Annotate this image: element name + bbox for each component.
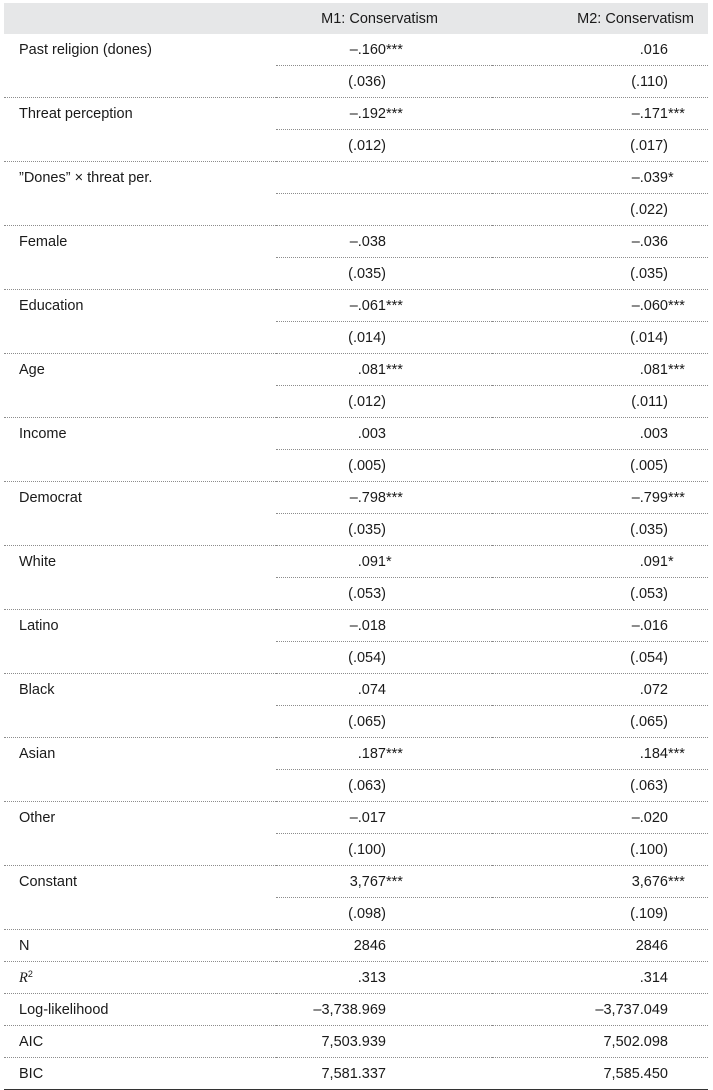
se-value: (.063) <box>630 777 668 794</box>
se-value: (.005) <box>630 457 668 474</box>
stat-value: 2846 <box>635 937 668 954</box>
variable-label: Age <box>19 361 45 378</box>
table-row <box>4 546 708 578</box>
coef-cell-m1 <box>276 98 492 130</box>
se-cell-m1 <box>276 130 492 162</box>
stat-cell-m2 <box>492 994 708 1026</box>
coef-value: .081 <box>357 361 386 378</box>
coef-value: –.038 <box>349 233 386 250</box>
table-row <box>4 610 708 642</box>
table-row <box>4 642 708 674</box>
coef-value: .003 <box>357 425 386 442</box>
header-m2: M2: Conservatism <box>577 10 694 27</box>
se-cell-m2 <box>492 706 708 738</box>
empty-cell <box>4 834 276 866</box>
se-cell-m2 <box>492 834 708 866</box>
se-value: (.035) <box>630 521 668 538</box>
significance-stars: *** <box>386 105 403 122</box>
stat-value: –3,737.049 <box>595 1001 668 1018</box>
coef-value: –.018 <box>349 617 386 634</box>
variable-label: Constant <box>19 873 78 890</box>
stat-label <box>4 994 276 1026</box>
table-row <box>4 290 708 322</box>
coef-cell-m2 <box>492 482 708 514</box>
empty-cell <box>4 194 276 226</box>
significance-stars: *** <box>668 361 685 378</box>
se-cell-m1 <box>276 770 492 802</box>
significance-stars: *** <box>668 873 685 890</box>
coef-cell-m1 <box>276 290 492 322</box>
significance-stars: *** <box>386 361 403 378</box>
coef-cell-m2 <box>492 546 708 578</box>
stat-cell-m2 <box>492 962 708 994</box>
empty-cell <box>4 898 276 930</box>
coef-cell-m1 <box>276 34 492 66</box>
se-cell-m1 <box>276 322 492 354</box>
table-row <box>4 482 708 514</box>
coef-cell-m2 <box>492 418 708 450</box>
se-value: (.035) <box>630 265 668 282</box>
coef-cell-m1 <box>276 162 492 194</box>
stat-value: 7,581.337 <box>321 1065 386 1082</box>
table-row <box>4 706 708 738</box>
coef-value: –.798 <box>349 489 386 506</box>
se-value: (.065) <box>630 713 668 730</box>
se-cell-m2 <box>492 578 708 610</box>
se-cell-m2 <box>492 386 708 418</box>
stat-row <box>4 994 708 1026</box>
coef-cell-m2 <box>492 34 708 66</box>
empty-cell <box>4 578 276 610</box>
table-row <box>4 578 708 610</box>
coef-cell-m2 <box>492 226 708 258</box>
se-cell-m1 <box>276 898 492 930</box>
stat-label <box>4 1058 276 1090</box>
coef-value: –.020 <box>631 809 668 826</box>
stat-cell-m1 <box>276 962 492 994</box>
stat-cell-m1 <box>276 930 492 962</box>
se-value: (.054) <box>348 649 386 666</box>
coef-cell-m1 <box>276 802 492 834</box>
coef-value: –.017 <box>349 809 386 826</box>
coef-value: .074 <box>357 681 386 698</box>
significance-stars: * <box>386 553 392 570</box>
stat-cell-m1 <box>276 994 492 1026</box>
stat-row <box>4 962 708 994</box>
stat-cell-m2 <box>492 1058 708 1090</box>
se-cell-m1 <box>276 834 492 866</box>
coef-value: .072 <box>639 681 668 698</box>
se-cell-m2 <box>492 642 708 674</box>
se-value: (.012) <box>348 393 386 410</box>
variable-label: Latino <box>19 617 59 634</box>
se-value: (.053) <box>630 585 668 602</box>
empty-cell <box>4 386 276 418</box>
stat-label <box>4 962 276 994</box>
se-cell-m2 <box>492 770 708 802</box>
coef-cell-m2 <box>492 674 708 706</box>
coef-cell-m2 <box>492 354 708 386</box>
se-cell-m1 <box>276 66 492 98</box>
se-cell-m2 <box>492 898 708 930</box>
significance-stars: *** <box>386 41 403 58</box>
se-value: (.036) <box>348 73 386 90</box>
se-value: (.014) <box>348 329 386 346</box>
stat-row <box>4 1026 708 1058</box>
coef-value: –.160 <box>349 41 386 58</box>
variable-label: Female <box>19 233 68 250</box>
significance-stars: * <box>668 553 674 570</box>
coef-value: .091 <box>357 553 386 570</box>
empty-cell <box>4 130 276 162</box>
coef-cell-m2 <box>492 738 708 770</box>
empty-cell <box>4 514 276 546</box>
empty-cell <box>4 770 276 802</box>
stat-label-text: BIC <box>19 1065 44 1082</box>
se-cell-m1 <box>276 642 492 674</box>
coef-value: –.192 <box>349 105 386 122</box>
se-cell-m2 <box>492 450 708 482</box>
se-value: (.035) <box>348 521 386 538</box>
coef-value: –.016 <box>631 617 668 634</box>
coef-cell-m1 <box>276 226 492 258</box>
table-row <box>4 674 708 706</box>
variable-label: Other <box>19 809 56 826</box>
stat-label <box>4 1026 276 1058</box>
regression-table <box>4 3 708 1090</box>
coef-value: 3,676 <box>631 873 668 890</box>
coef-cell-m2 <box>492 610 708 642</box>
se-cell-m2 <box>492 514 708 546</box>
coef-cell-m2 <box>492 290 708 322</box>
se-cell-m1 <box>276 194 492 226</box>
table-row <box>4 386 708 418</box>
coef-cell-m1 <box>276 418 492 450</box>
coef-cell-m1 <box>276 866 492 898</box>
empty-cell <box>4 66 276 98</box>
table-row <box>4 866 708 898</box>
se-value: (.065) <box>348 713 386 730</box>
variable-label: White <box>19 553 57 570</box>
empty-cell <box>4 322 276 354</box>
table-row <box>4 770 708 802</box>
se-value: (.109) <box>630 905 668 922</box>
significance-stars: *** <box>668 105 685 122</box>
coef-cell-m2 <box>492 162 708 194</box>
se-value: (.011) <box>631 393 668 410</box>
table-row <box>4 322 708 354</box>
table-row <box>4 66 708 98</box>
table-header <box>4 3 708 34</box>
stat-label-text: R <box>19 969 28 986</box>
se-cell-m1 <box>276 386 492 418</box>
stat-value: 7,585.450 <box>603 1065 668 1082</box>
table-row <box>4 802 708 834</box>
se-value: (.022) <box>630 201 668 218</box>
coef-cell-m2 <box>492 802 708 834</box>
se-cell-m1 <box>276 514 492 546</box>
se-cell-m2 <box>492 194 708 226</box>
stat-label-text: N <box>19 937 30 954</box>
se-cell-m1 <box>276 450 492 482</box>
significance-stars: *** <box>386 489 403 506</box>
table-row <box>4 130 708 162</box>
coef-cell-m1 <box>276 674 492 706</box>
coef-value: –.039 <box>631 169 668 186</box>
coef-value: –.171 <box>631 105 668 122</box>
coef-value: –.061 <box>349 297 386 314</box>
variable-label: Threat perception <box>19 105 133 122</box>
se-cell-m2 <box>492 66 708 98</box>
stat-value: .314 <box>639 969 668 986</box>
variable-label: Democrat <box>19 489 82 506</box>
stat-cell-m2 <box>492 1026 708 1058</box>
table-row <box>4 34 708 66</box>
table-row <box>4 450 708 482</box>
se-value: (.053) <box>348 585 386 602</box>
se-cell-m1 <box>276 258 492 290</box>
coef-value: .016 <box>639 41 668 58</box>
stat-row <box>4 1058 708 1090</box>
se-cell-m1 <box>276 706 492 738</box>
table-row <box>4 514 708 546</box>
se-value: (.110) <box>631 73 668 90</box>
stat-cell-m1 <box>276 1026 492 1058</box>
se-cell-m1 <box>276 578 492 610</box>
se-cell-m2 <box>492 258 708 290</box>
empty-cell <box>4 706 276 738</box>
coef-cell-m2 <box>492 98 708 130</box>
se-cell-m2 <box>492 130 708 162</box>
significance-stars: *** <box>386 873 403 890</box>
coef-cell-m1 <box>276 610 492 642</box>
variable-label: Income <box>19 425 67 442</box>
variable-label: Asian <box>19 745 56 762</box>
coef-value: .184 <box>639 745 668 762</box>
variable-label: ”Dones” × threat per. <box>19 169 153 186</box>
coef-cell-m2 <box>492 866 708 898</box>
stat-cell-m2 <box>492 930 708 962</box>
stat-label <box>4 930 276 962</box>
stat-value: 7,503.939 <box>321 1033 386 1050</box>
stat-value: 7,502.098 <box>603 1033 668 1050</box>
empty-cell <box>4 258 276 290</box>
empty-cell <box>4 642 276 674</box>
se-value: (.017) <box>630 137 668 154</box>
table-row <box>4 418 708 450</box>
coef-cell-m1 <box>276 738 492 770</box>
se-value: (.054) <box>630 649 668 666</box>
table-row <box>4 226 708 258</box>
significance-stars: *** <box>668 489 685 506</box>
se-value: (.014) <box>630 329 668 346</box>
variable-label: Black <box>19 681 55 698</box>
se-value: (.035) <box>348 265 386 282</box>
table-row <box>4 898 708 930</box>
significance-stars: *** <box>386 745 403 762</box>
stat-row <box>4 930 708 962</box>
coef-value: 3,767 <box>349 873 386 890</box>
table-row <box>4 354 708 386</box>
table-row <box>4 194 708 226</box>
coef-value: –.060 <box>631 297 668 314</box>
significance-stars: *** <box>668 745 685 762</box>
se-value: (.100) <box>348 841 386 858</box>
stat-value: 2846 <box>353 937 386 954</box>
coef-cell-m1 <box>276 482 492 514</box>
table-row <box>4 738 708 770</box>
stat-label-text: AIC <box>19 1033 44 1050</box>
stat-value: .313 <box>357 969 386 986</box>
coef-value: –.036 <box>631 233 668 250</box>
variable-label: Past religion (dones) <box>19 41 152 58</box>
coef-value: –.799 <box>631 489 668 506</box>
significance-stars: *** <box>668 297 685 314</box>
se-value: (.063) <box>348 777 386 794</box>
significance-stars: * <box>668 169 674 186</box>
table-body <box>4 34 708 1090</box>
stat-label-text: Log-likelihood <box>19 1001 109 1018</box>
header-label <box>4 3 276 34</box>
coef-cell-m1 <box>276 546 492 578</box>
coef-value: .091 <box>639 553 668 570</box>
stat-value: –3,738.969 <box>313 1001 386 1018</box>
se-value: (.005) <box>348 457 386 474</box>
coef-cell-m1 <box>276 354 492 386</box>
se-value: (.098) <box>348 905 386 922</box>
coef-value: .003 <box>639 425 668 442</box>
coef-value: .081 <box>639 361 668 378</box>
header-m1: M1: Conservatism <box>321 10 438 27</box>
se-value: (.012) <box>348 137 386 154</box>
variable-label: Education <box>19 297 84 314</box>
stat-label-sup: 2 <box>27 968 33 979</box>
se-value: (.100) <box>630 841 668 858</box>
coef-value: .187 <box>357 745 386 762</box>
table-row <box>4 834 708 866</box>
stat-cell-m1 <box>276 1058 492 1090</box>
header-row <box>4 3 708 34</box>
empty-cell <box>4 450 276 482</box>
table-row <box>4 258 708 290</box>
table-row <box>4 98 708 130</box>
se-cell-m2 <box>492 322 708 354</box>
table-row <box>4 162 708 194</box>
significance-stars: *** <box>386 297 403 314</box>
